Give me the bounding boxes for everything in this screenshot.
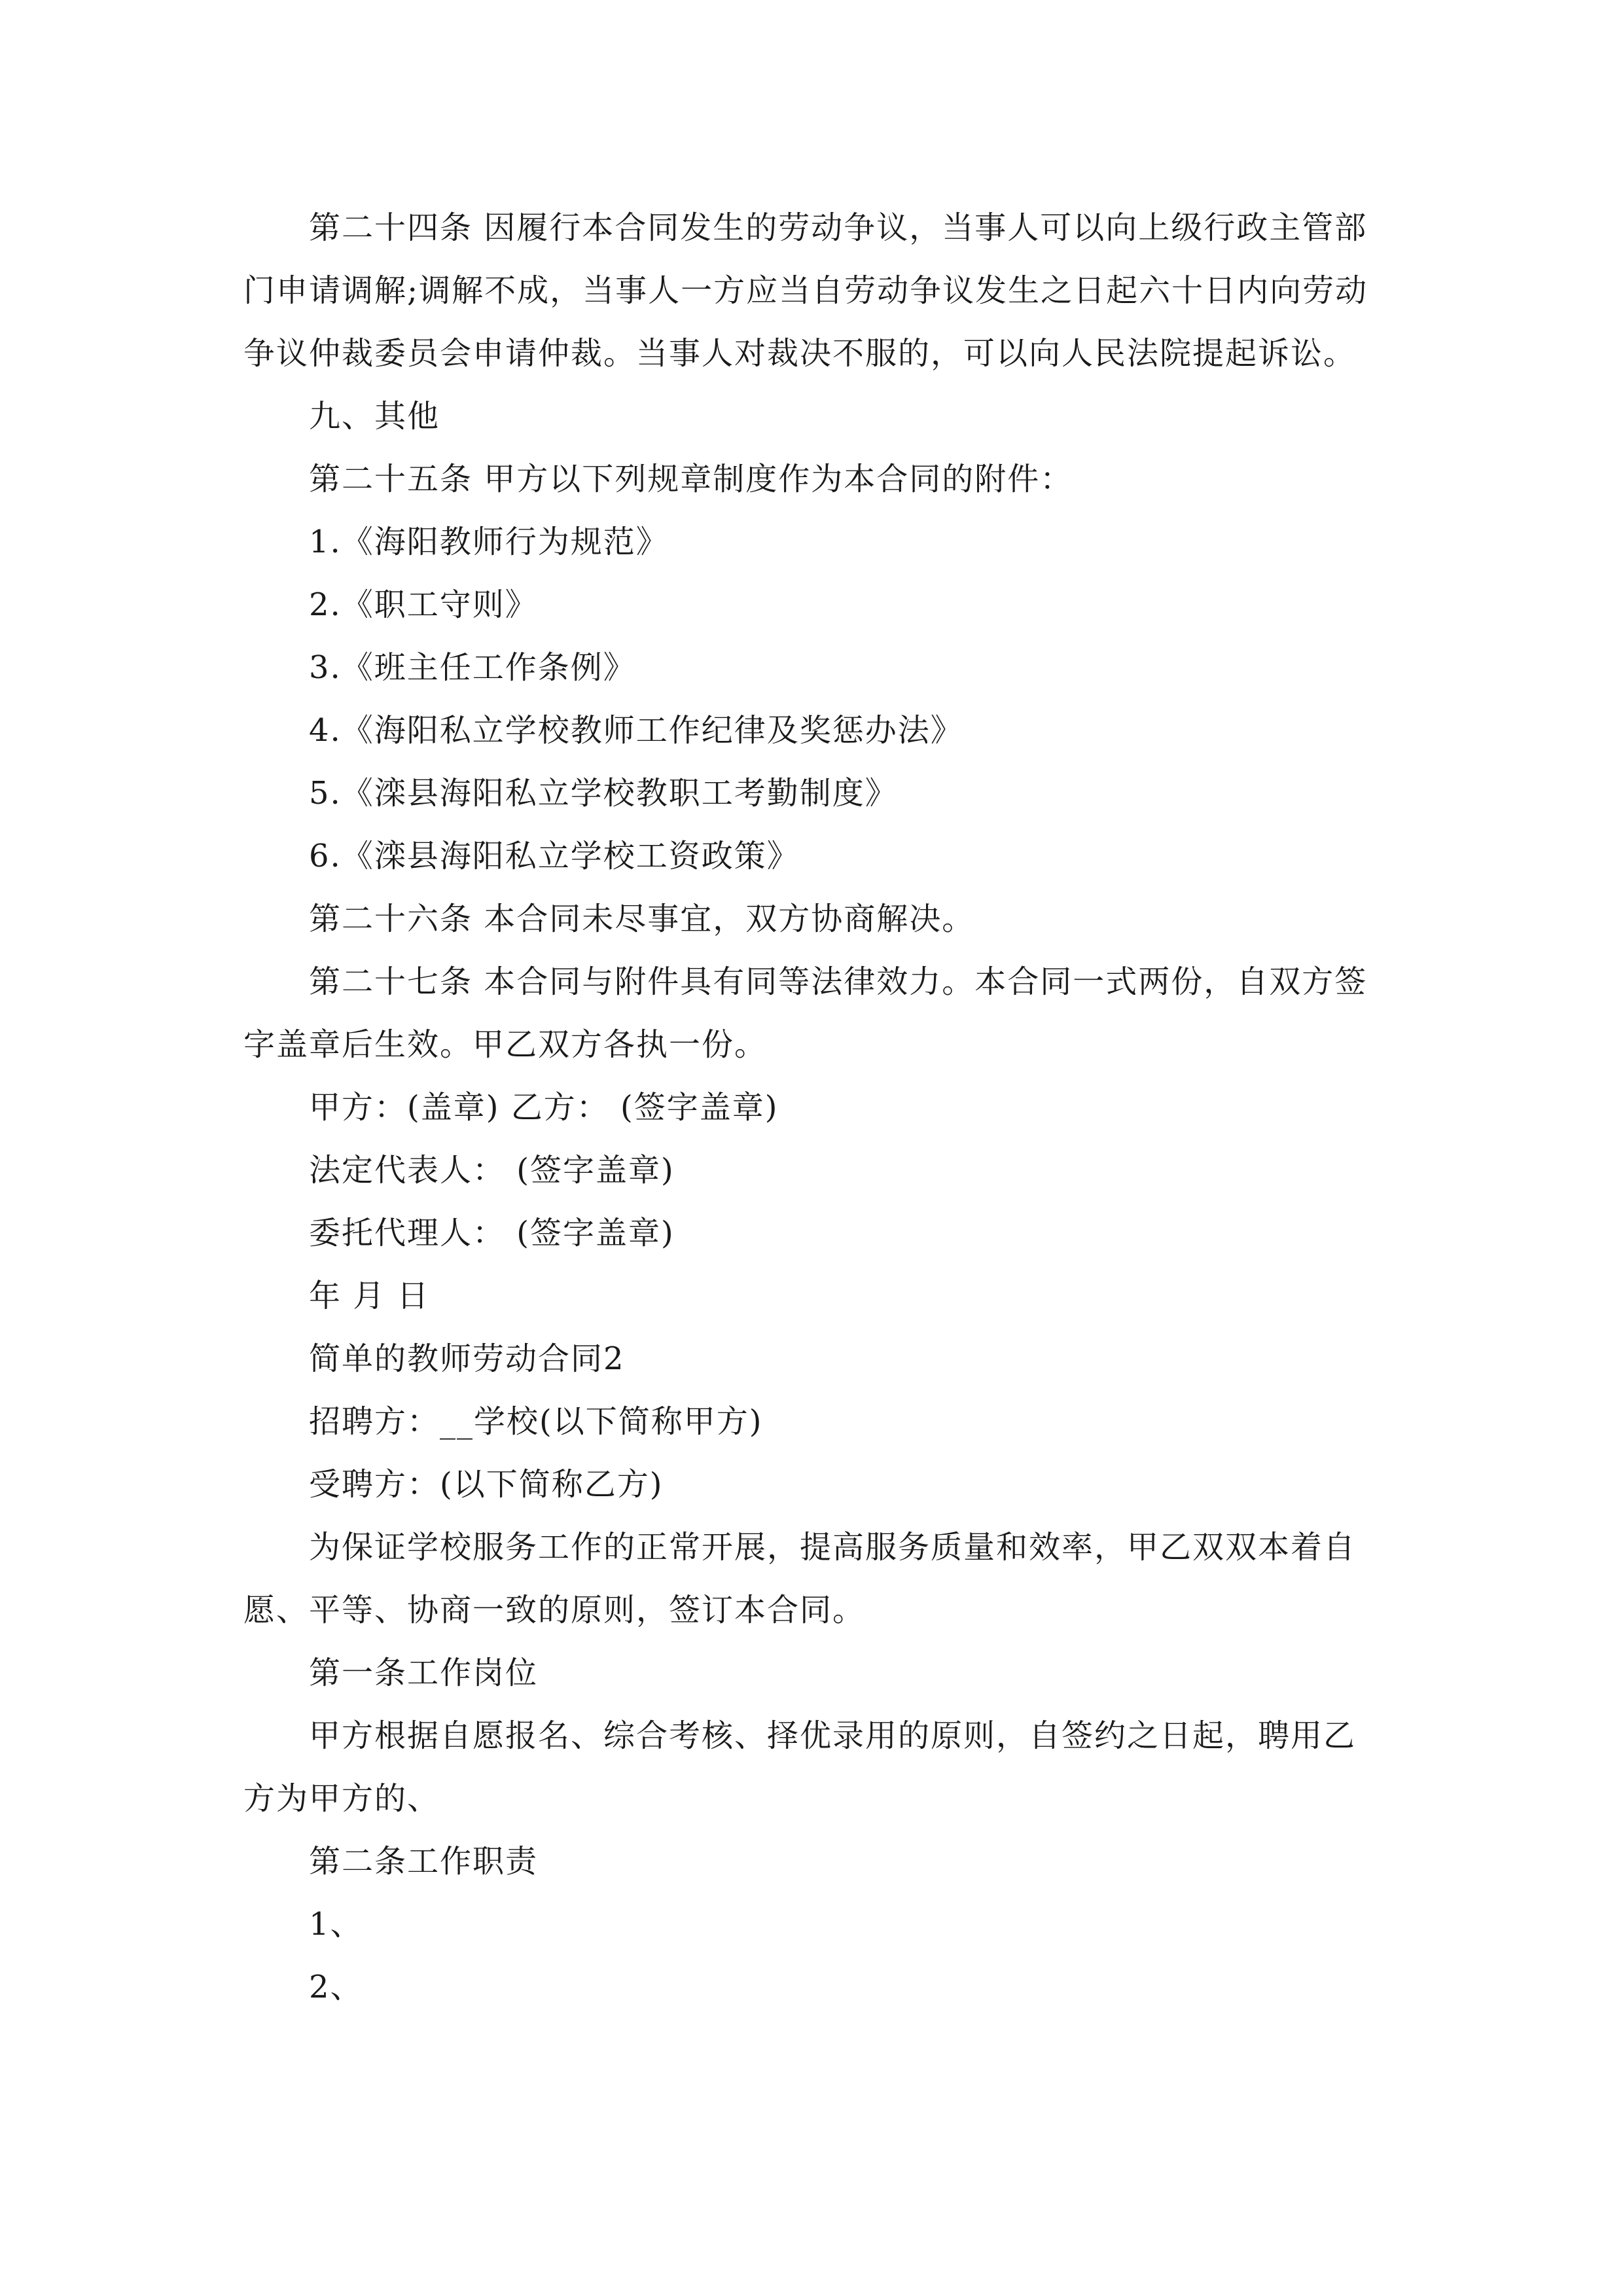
article-1-paragraph: 甲方根据自愿报名、综合考核、择优录用的原则，自签约之日起，聘用乙方为甲方的、 (243, 1717, 1357, 1817)
document-body (243, 196, 1382, 2018)
article-25-paragraph: 第二十五条 甲方以下列规章制度作为本合同的附件： (309, 461, 1073, 497)
authorized-agent-line: 委托代理人： (签字盖章) (309, 1215, 675, 1251)
attachment-item-1: 1.《海阳教师行为规范》 (309, 524, 669, 560)
employer-line: 招聘方：__学校(以下简称甲方) (309, 1403, 763, 1440)
preamble-paragraph: 为保证学校服务工作的正常开展，提高服务质量和效率，甲乙双双本着自愿、平等、协商一致的原则，签订本合同。 (243, 1529, 1357, 1628)
attachment-item-6: 6.《滦县海阳私立学校工资政策》 (309, 838, 800, 874)
attachment-item-3: 3.《班主任工作条例》 (309, 649, 636, 686)
duty-item-1: 1、 (309, 1906, 363, 1943)
contract-2-title: 简单的教师劳动合同2 (309, 1340, 625, 1377)
article-2-heading: 第二条工作职责 (309, 1843, 539, 1880)
article-26-paragraph: 第二十六条 本合同未尽事宜，双方协商解决。 (309, 901, 975, 937)
signature-parties-line: 甲方：(盖章) 乙方： (签字盖章) (309, 1089, 779, 1126)
employee-line: 受聘方：(以下简称乙方) (309, 1466, 664, 1503)
duty-item-2: 2、 (309, 1969, 363, 2005)
section-9-heading: 九、其他 (309, 398, 440, 435)
article-27-paragraph: 第二十七条 本合同与附件具有同等法律效力。本合同一式两份，自双方签字盖章后生效。甲乙双方各执一份。 (243, 963, 1368, 1063)
article-1-heading: 第一条工作岗位 (309, 1655, 539, 1691)
legal-representative-line: 法定代表人： (签字盖章) (309, 1152, 675, 1189)
attachment-item-4: 4.《海阳私立学校教师工作纪律及奖惩办法》 (309, 712, 963, 749)
attachment-item-5: 5.《滦县海阳私立学校教职工考勤制度》 (309, 775, 898, 812)
date-line: 年 月 日 (309, 1278, 430, 1314)
attachment-item-2: 2.《职工守则》 (309, 586, 538, 623)
article-24-paragraph: 第二十四条 因履行本合同发生的劳动争议，当事人可以向上级行政主管部门申请调解;调解不成，当事人一方应当自劳动争议发生之日起六十日内向劳动争议仲裁委员会申请仲裁。当事人对裁决不服的，可以向人民法院提起诉讼。 (243, 209, 1368, 372)
